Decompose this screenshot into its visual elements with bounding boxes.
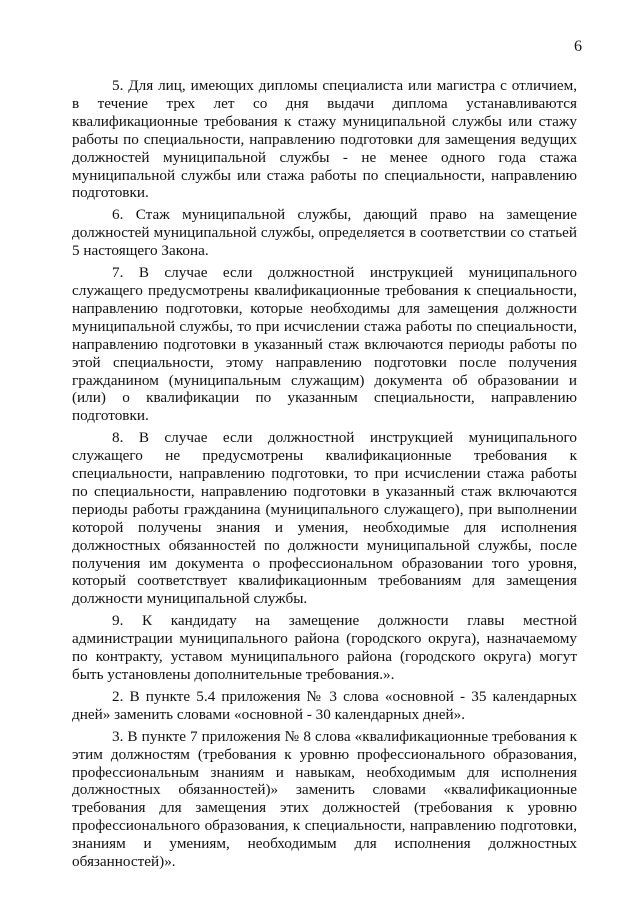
paragraph-item-7: 7. В случае если должностной инструкцией муниципального служащего предусмотрены квалификационные требования к специальности, направлению подготовки, которые необходимы для замещения должности муниципальной службы, то при исчислении стажа работы по специальности, направлению подготовки в указанный стаж включаются периоды работы по этой специальности, этому направлению подготовки после получения гражданином (муниципальным служащим) документа об образовании и (или) о квалификации по указанным специальности, направлению подготовки. [72, 264, 577, 425]
paragraph-item-6: 6. Стаж муниципальной службы, дающий право на замещение должностей муниципальной службы, определяется в соответствии со статьей 5 настоящего Закона. [72, 206, 577, 260]
paragraph-item-5: 5. Для лиц, имеющих дипломы специалиста или магистра с отличием, в течение трех лет со дня выдачи диплома устанавливаются квалификационные требования к стажу муниципальной службы или стажу работы по специальности, направлению подготовки для замещения ведущих должностей муниципальной службы - не менее одного года стажа муниципальной службы или стажа работы по специальности, направлению подготовки. [72, 77, 577, 202]
paragraph-item-8: 8. В случае если должностной инструкцией муниципального служащего не предусмотрены квалификационные требования к специальности, направлению подготовки, то при исчислении стажа работы по специальности, направлению подготовки в указанный стаж включаются периоды работы гражданина (муниципального служащего), при выполнении которой получены знания и умения, необходимые для исполнения должностных обязанностей по должности муниципальной службы, после получения им документа о профессиональном образовании того уровня, который соответствует квалификационным требованиям для замещения должности муниципальной службы. [72, 429, 577, 608]
page-number: 6 [574, 38, 582, 55]
paragraph-item-9: 9. К кандидату на замещение должности главы местной администрации муниципального района (городского округа), назначаемому по контракту, уставом муниципального района (городского округа) могут быть установлены дополнительные требования.». [72, 612, 577, 683]
document-body [72, 77, 577, 875]
paragraph-clause-2: 2. В пункте 5.4 приложения № 3 слова «основной - 35 календарных дней» заменить словами «основной - 30 календарных дней». [72, 687, 577, 723]
paragraph-clause-3: 3. В пункте 7 приложения № 8 слова «квалификационные требования к этим должностям (требования к уровню профессионального образования, профессиональным знаниям и навыкам, необходимым для исполнения должностных обязанностей)» заменить словами «квалификационные требования для замещения этих должностей (требования к уровню профессионального образования, к специальности, направлению подготовки, знаниям и умениям, необходимым для исполнения должностных обязанностей)». [72, 727, 577, 871]
